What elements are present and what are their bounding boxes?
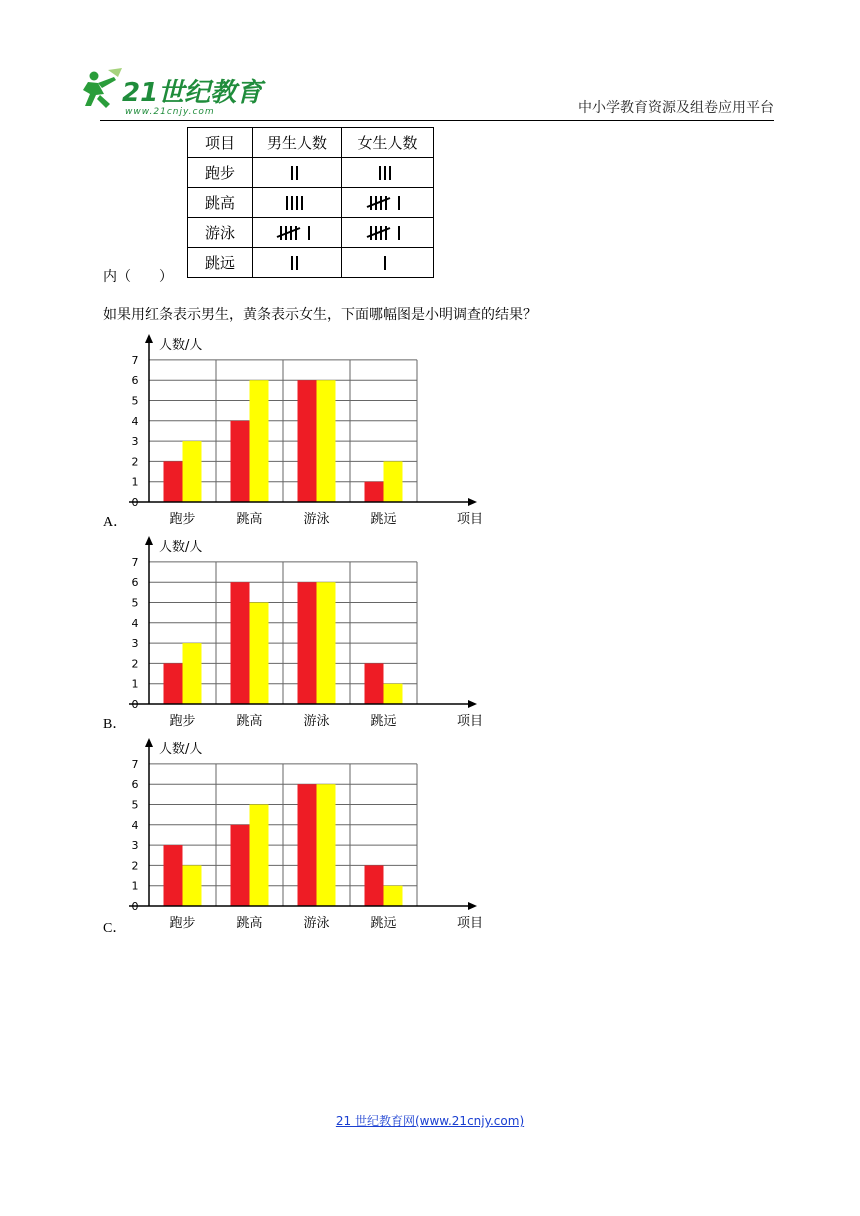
bar-girls-0	[183, 441, 202, 502]
tally-boys	[253, 218, 342, 248]
x-tick-label: 跑步	[169, 714, 196, 729]
footer	[0, 1112, 860, 1129]
x-tick-label: 游泳	[303, 916, 330, 931]
y-tick-label: 1	[131, 879, 139, 893]
y-tick-label: 3	[131, 637, 139, 651]
tally-table-wrap	[187, 127, 434, 278]
x-axis-arrow	[468, 902, 477, 910]
bar-chart-c	[112, 736, 484, 936]
bar-girls-1	[250, 603, 269, 705]
bar-girls-2	[317, 380, 336, 502]
page-header	[0, 0, 860, 130]
x-tick-label: 跳高	[236, 714, 263, 729]
question-text: 如果用红条表示男生，黄条表示女生，下面哪幅图是小明调查的结果？	[103, 307, 537, 323]
bar-boys-3	[365, 663, 384, 704]
tally-boys	[253, 188, 342, 218]
y-tick-label: 0	[131, 698, 139, 711]
header-boys: 男生人数	[253, 128, 342, 158]
row-item: 跳高	[188, 188, 253, 218]
platform-title: 中小学教育资源及组卷应用平台	[578, 100, 774, 116]
option-a-label: A．	[103, 515, 128, 530]
x-tick-label: 跳远	[370, 916, 397, 931]
y-tick-label: 3	[131, 435, 139, 449]
table-row	[188, 248, 434, 278]
tally-table	[187, 127, 434, 278]
y-tick-label: 5	[131, 394, 139, 408]
tally-boys	[253, 158, 342, 188]
bar-boys-3	[365, 865, 384, 906]
tally-marks	[288, 252, 306, 274]
y-tick-label: 7	[131, 353, 139, 367]
y-tick-label: 5	[131, 596, 139, 610]
x-tick-label: 跳高	[236, 512, 263, 527]
tally-boys	[253, 248, 342, 278]
tally-marks	[277, 222, 318, 244]
y-tick-label: 7	[131, 757, 139, 771]
option-c-label: C．	[103, 921, 127, 936]
x-axis-label: 项目	[457, 512, 484, 527]
tally-girls	[342, 188, 434, 218]
bar-girls-2	[317, 784, 336, 906]
logo	[78, 68, 263, 118]
logo-main-text: 21世纪教育	[122, 78, 263, 108]
x-tick-label: 游泳	[303, 512, 330, 527]
bar-boys-2	[298, 380, 317, 502]
bar-boys-2	[298, 784, 317, 906]
y-axis-label: 人数/人	[159, 742, 203, 757]
row-item: 跑步	[188, 158, 253, 188]
y-tick-label: 0	[131, 900, 139, 913]
bar-girls-2	[317, 582, 336, 704]
bar-girls-0	[183, 865, 202, 906]
table-header-row	[188, 128, 434, 158]
tally-girls	[342, 218, 434, 248]
tally-marks	[288, 162, 306, 184]
x-axis-arrow	[468, 498, 477, 506]
tally-marks	[376, 162, 399, 184]
bar-boys-1	[231, 421, 250, 502]
tally-marks	[367, 192, 408, 214]
bar-girls-1	[250, 380, 269, 502]
x-tick-label: 跑步	[169, 512, 196, 527]
x-tick-label: 跑步	[169, 916, 196, 931]
bar-boys-1	[231, 582, 250, 704]
bar-boys-1	[231, 825, 250, 906]
bar-boys-2	[298, 582, 317, 704]
bar-girls-1	[250, 805, 269, 907]
tally-girls	[342, 158, 434, 188]
y-tick-label: 2	[131, 657, 139, 671]
y-tick-label: 1	[131, 475, 139, 489]
table-row	[188, 188, 434, 218]
x-tick-label: 游泳	[303, 714, 330, 729]
option-b-label: B．	[103, 717, 127, 732]
y-tick-label: 4	[131, 616, 139, 630]
y-axis-arrow	[145, 536, 153, 545]
y-tick-label: 2	[131, 859, 139, 873]
table-row	[188, 158, 434, 188]
bar-girls-3	[384, 886, 403, 906]
y-tick-label: 4	[131, 414, 139, 428]
answer-parentheses: 内（ ）	[103, 270, 173, 285]
y-axis-label: 人数/人	[159, 338, 203, 353]
x-axis-label: 项目	[457, 916, 484, 931]
runner-icon	[83, 68, 122, 108]
bar-chart-a	[112, 332, 484, 532]
tally-marks	[283, 192, 311, 214]
y-tick-label: 3	[131, 839, 139, 853]
x-tick-label: 跳远	[370, 714, 397, 729]
y-axis-label: 人数/人	[159, 540, 203, 555]
y-tick-label: 4	[131, 818, 139, 832]
y-tick-label: 6	[131, 576, 139, 590]
x-tick-label: 跳高	[236, 916, 263, 931]
y-tick-label: 2	[131, 455, 139, 469]
row-item: 跳远	[188, 248, 253, 278]
y-tick-label: 7	[131, 555, 139, 569]
x-tick-label: 跳远	[370, 512, 397, 527]
y-tick-label: 1	[131, 677, 139, 691]
tally-marks	[367, 222, 408, 244]
bar-girls-3	[384, 461, 403, 502]
bar-chart-b	[112, 534, 484, 734]
bar-girls-0	[183, 643, 202, 704]
table-row	[188, 218, 434, 248]
bar-boys-0	[164, 461, 183, 502]
header-girls: 女生人数	[342, 128, 434, 158]
y-axis-arrow	[145, 334, 153, 343]
header-item: 项目	[188, 128, 253, 158]
bar-boys-3	[365, 482, 384, 502]
y-tick-label: 5	[131, 798, 139, 812]
bar-girls-3	[384, 684, 403, 704]
bar-boys-0	[164, 663, 183, 704]
bar-boys-0	[164, 845, 183, 906]
x-axis-arrow	[468, 700, 477, 708]
y-axis-arrow	[145, 738, 153, 747]
row-item: 游泳	[188, 218, 253, 248]
header-divider	[100, 120, 774, 121]
logo-sub-text: www.21cnjy.com	[125, 107, 215, 117]
tally-girls	[342, 248, 434, 278]
y-tick-label: 6	[131, 778, 139, 792]
x-axis-label: 项目	[457, 714, 484, 729]
y-tick-label: 6	[131, 374, 139, 388]
tally-marks	[381, 252, 395, 274]
y-tick-label: 0	[131, 496, 139, 509]
footer-link[interactable]: 21 世纪教育网(www.21cnjy.com)	[335, 1114, 525, 1128]
